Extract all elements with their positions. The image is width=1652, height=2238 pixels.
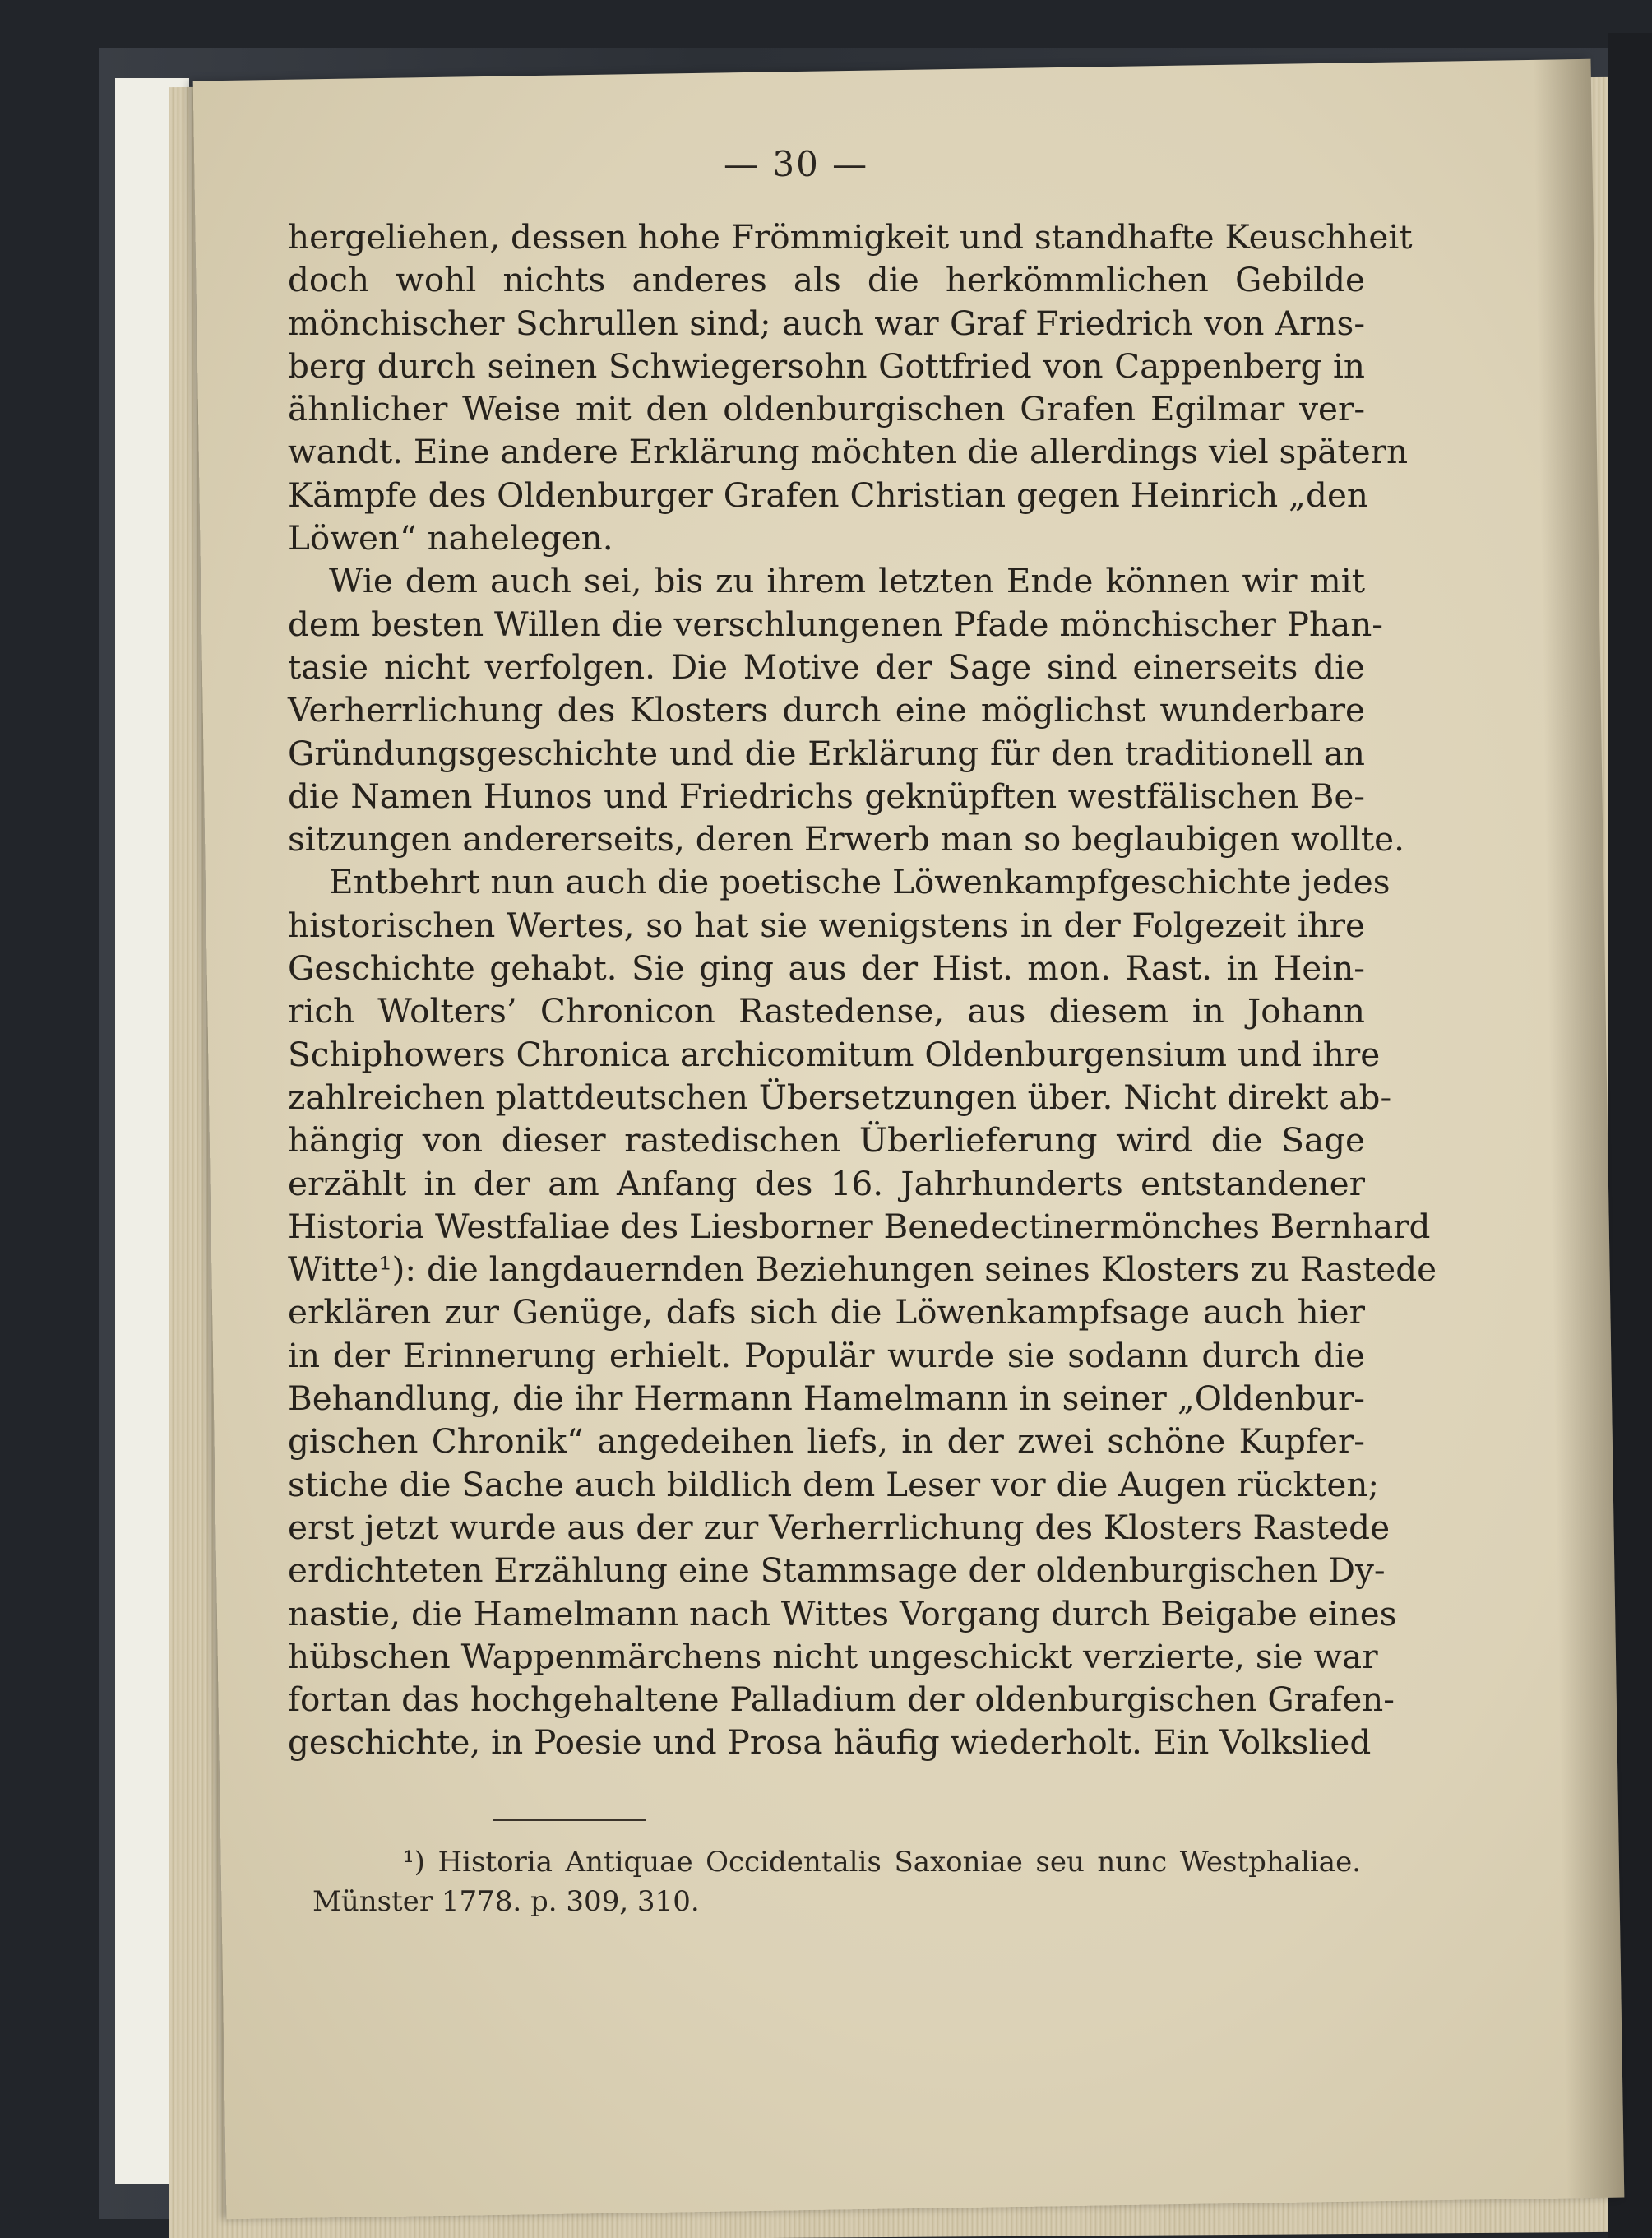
text-line: hergeliehen, dessen hohe Frömmigkeit und standhafte Keuschheit: [288, 217, 1413, 257]
text-line: rich Wolters’ Chronicon Rastedense, aus diesem in Johann: [288, 991, 1365, 1031]
text-line: Behandlung, die ihr Hermann Hamelmann in seiner „Oldenbur-: [288, 1378, 1365, 1419]
footnote-line: Münster 1778. p. 309, 310.: [312, 1885, 700, 1918]
text-line: dem besten Willen die verschlungenen Pfade mönchischer Phan-: [288, 604, 1383, 644]
text-line: mönchischer Schrullen sind; auch war Graf Friedrich von Arns-: [288, 303, 1365, 343]
text-line: nastie, die Hamelmann nach Wittes Vorgang durch Beigabe eines: [288, 1593, 1397, 1633]
body-text: [288, 215, 1437, 1764]
footnote-separator-rule: [493, 1819, 646, 1821]
text-line: fortan das hochgehaltene Palladium der oldenburgischen Grafen-: [288, 1680, 1395, 1720]
text-line: geschichte, in Poesie und Prosa häufig wiederholt. Ein Volkslied: [288, 1722, 1372, 1763]
text-line: erklären zur Genüge, dafs sich die Löwenkampfsage auch hier: [288, 1292, 1365, 1332]
text-line: doch wohl nichts anderes als die herkömmlichen Gebilde: [288, 260, 1365, 300]
text-line: historischen Wertes, so hat sie wenigstens in der Folgezeit ihre: [288, 905, 1365, 945]
text-line: hübschen Wappenmärchens nicht ungeschickt verzierte, sie war: [288, 1636, 1378, 1676]
text-line: Witte¹): die langdauernden Beziehungen seines Klosters zu Rastede: [288, 1249, 1437, 1290]
text-line: Löwen“ nahelegen.: [288, 518, 613, 558]
text-line: Schiphowers Chronica archicomitum Oldenburgensium und ihre: [288, 1034, 1381, 1074]
text-line: Verherrlichung des Klosters durch eine möglichst wunderbare: [288, 690, 1365, 730]
text-line: die Namen Hunos und Friedrichs geknüpften westfälischen Be-: [288, 776, 1365, 816]
footnote-line: ¹) Historia Antiquae Occidentalis Saxoniae seu nunc Westphaliae.: [403, 1846, 1361, 1879]
text-line: Historia Westfaliae des Liesborner Benedectinermönches Bernhard: [288, 1206, 1431, 1246]
text-line: Kämpfe des Oldenburger Grafen Christian gegen Heinrich „den: [288, 475, 1368, 515]
text-line: hängig von dieser rastedischen Überlieferung wird die Sage: [288, 1120, 1365, 1161]
text-line: erzählt in der am Anfang des 16. Jahrhunderts entstandener: [288, 1163, 1365, 1203]
text-line: in der Erinnerung erhielt. Populär wurde sie sodann durch die: [288, 1335, 1365, 1375]
text-line: tasie nicht verfolgen. Die Motive der Sage sind einerseits die: [288, 646, 1365, 687]
text-line: erst jetzt wurde aus der zur Verherrlichung des Klosters Rastede: [288, 1507, 1391, 1547]
text-line: ähnlicher Weise mit den oldenburgischen Grafen Egilmar ver-: [288, 389, 1365, 429]
text-line: sitzungen andererseits, deren Erwerb man so beglaubigen wollte.: [288, 819, 1404, 860]
text-line: gischen Chronik“ angedeihen liefs, in der zwei schöne Kupfer-: [288, 1421, 1365, 1462]
text-line: Gründungsgeschichte und die Erklärung für den traditionell an: [288, 733, 1365, 773]
text-line: stiche die Sache auch bildlich dem Leser vor die Augen rückten;: [288, 1464, 1380, 1504]
footnote: [312, 1842, 1361, 1921]
text-line: erdichteten Erzählung eine Stammsage der oldenburgischen Dy-: [288, 1550, 1386, 1591]
text-line: Wie dem auch sei, bis zu ihrem letzten Ende können wir mit: [329, 561, 1365, 601]
text-line: zahlreichen plattdeutschen Übersetzungen über. Nicht direkt ab-: [288, 1077, 1392, 1117]
text-line: berg durch seinen Schwiegersohn Gottfried von Cappenberg in: [288, 345, 1365, 386]
text-line: wandt. Eine andere Erklärung möchten die allerdings viel spätern: [288, 432, 1409, 472]
text-line: Entbehrt nun auch die poetische Löwenkampfgeschichte jedes: [329, 862, 1391, 902]
text-line: Geschichte gehabt. Sie ging aus der Hist. mon. Rast. in Hein-: [288, 948, 1365, 989]
page-number: — 30 —: [724, 144, 869, 184]
